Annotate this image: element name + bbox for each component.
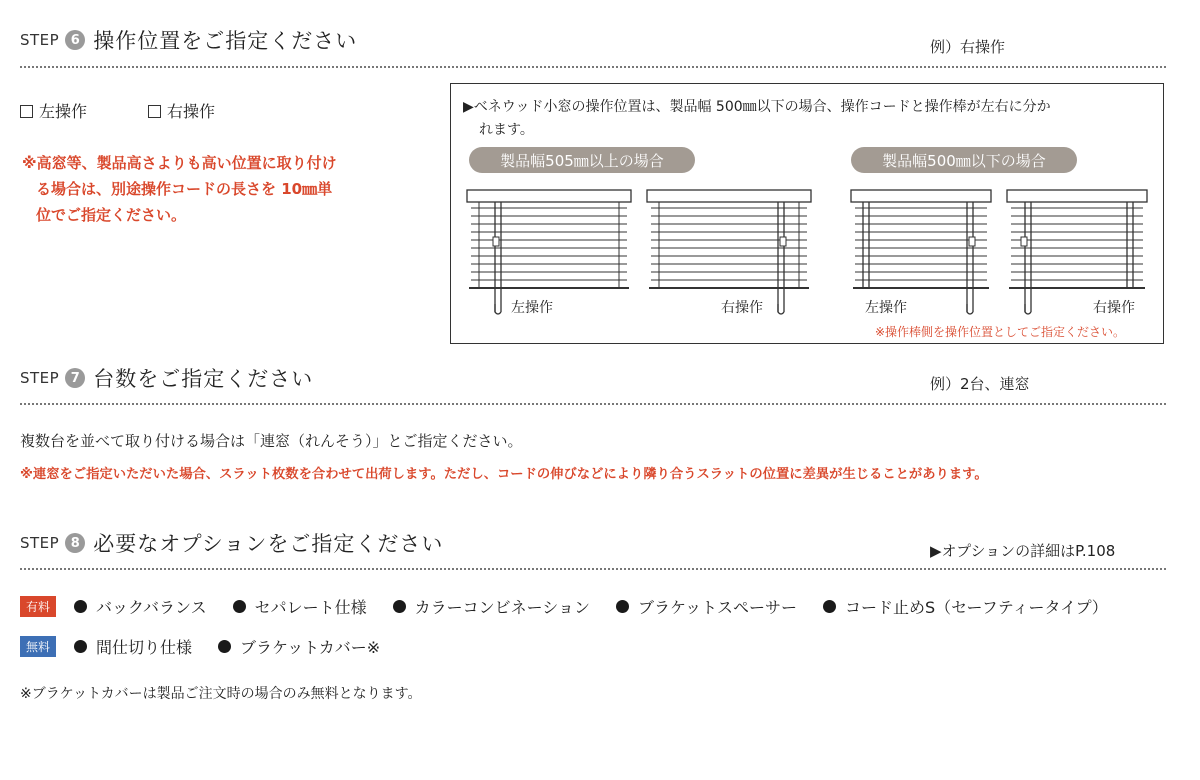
blind-large-left bbox=[467, 190, 631, 314]
step6-note-line2: る場合は、別途操作コードの長さを 10㎜単 bbox=[36, 180, 333, 198]
step6-title: 操作位置をご指定ください bbox=[93, 29, 358, 53]
bullet-icon bbox=[393, 600, 406, 613]
bullet-icon bbox=[218, 640, 231, 653]
option-label: カラーコンビネーション bbox=[414, 598, 590, 617]
paid-badge: 有料 bbox=[20, 596, 56, 617]
bullet-icon bbox=[233, 600, 246, 613]
bullet-icon bbox=[74, 600, 87, 613]
diagram-desc-line2: れます。 bbox=[479, 122, 534, 138]
step8-title: 必要なオプションをご指定ください bbox=[93, 532, 444, 556]
step7-word: STEP bbox=[20, 369, 60, 387]
blind-small-right bbox=[1007, 190, 1147, 314]
pill-small-width: 製品幅500㎜以下の場合 bbox=[851, 147, 1077, 173]
blind-small-left bbox=[851, 190, 991, 314]
step7-divider bbox=[20, 403, 1166, 405]
option-bracket-spacer[interactable] bbox=[616, 595, 797, 618]
checkbox-left-icon[interactable] bbox=[20, 105, 33, 118]
option-back-balance[interactable] bbox=[74, 595, 207, 618]
choice-right-label: 右操作 bbox=[167, 102, 216, 121]
option-label: コード止めS（セーフティータイプ） bbox=[845, 598, 1108, 617]
operation-position-diagram bbox=[450, 83, 1164, 344]
blind-large-left-label: 左操作 bbox=[511, 300, 553, 316]
bullet-icon bbox=[74, 640, 87, 653]
step7-example: 例）2台、連窓 bbox=[930, 375, 1030, 393]
paid-options-row bbox=[20, 595, 1134, 618]
step8-divider bbox=[20, 568, 1166, 570]
blind-small-right-label: 右操作 bbox=[1093, 300, 1135, 316]
choice-left[interactable] bbox=[20, 99, 87, 122]
step8-word: STEP bbox=[20, 534, 60, 552]
choice-left-label: 左操作 bbox=[39, 102, 88, 121]
option-color-combination[interactable] bbox=[393, 595, 590, 618]
step8-number-badge: 8 bbox=[65, 533, 85, 553]
step7-number-badge: 7 bbox=[65, 368, 85, 388]
step7-header bbox=[20, 363, 313, 393]
free-badge: 無料 bbox=[20, 636, 56, 657]
blind-illustrations bbox=[451, 84, 1165, 345]
diagram-footnote: ※操作棒側を操作位置としてご指定ください。 bbox=[875, 325, 1126, 339]
option-label: 間仕切り仕様 bbox=[96, 638, 193, 657]
blind-large-right-label: 右操作 bbox=[721, 300, 763, 316]
step6-example: 例）右操作 bbox=[930, 38, 1006, 56]
bullet-icon bbox=[823, 600, 836, 613]
pill-large-width: 製品幅505㎜以上の場合 bbox=[469, 147, 695, 173]
option-bracket-cover[interactable] bbox=[218, 635, 380, 658]
step6-header bbox=[20, 25, 357, 55]
step8-footnote: ※ブラケットカバーは製品ご注文時の場合のみ無料となります。 bbox=[20, 686, 422, 702]
checkbox-right-icon[interactable] bbox=[148, 105, 161, 118]
step7-title: 台数をご指定ください bbox=[93, 367, 314, 391]
diagram-desc-line1: ▶ベネウッド小窓の操作位置は、製品幅 500㎜以下の場合、操作コードと操作棒が左右に分か bbox=[463, 99, 1051, 115]
options-detail-link[interactable]: ▶オプションの詳細はP.108 bbox=[930, 542, 1116, 560]
choice-right[interactable] bbox=[148, 99, 215, 122]
option-label: ブラケットカバー※ bbox=[240, 638, 381, 657]
step6-note-line3: 位でご指定ください。 bbox=[36, 206, 187, 224]
option-label: セパレート仕様 bbox=[254, 598, 367, 617]
option-separate[interactable] bbox=[233, 595, 367, 618]
blind-large-right bbox=[647, 190, 811, 314]
step6-number-badge: 6 bbox=[65, 30, 85, 50]
option-label: バックバランス bbox=[96, 598, 207, 617]
option-partition[interactable] bbox=[74, 635, 192, 658]
bullet-icon bbox=[616, 600, 629, 613]
option-label: ブラケットスペーサー bbox=[637, 598, 798, 617]
step7-description: 複数台を並べて取り付ける場合は「連窓（れんそう）」とご指定ください。 bbox=[20, 432, 523, 450]
step8-header bbox=[20, 528, 443, 558]
option-cord-stopper[interactable] bbox=[823, 595, 1108, 618]
step7-note: ※連窓をご指定いただいた場合、スラット枚数を合わせて出荷します。ただし、コードの伸びなどにより隣り合うスラットの位置に差異が生じることがあります。 bbox=[20, 467, 988, 482]
blind-small-left-label: 左操作 bbox=[865, 300, 907, 316]
free-options-row bbox=[20, 635, 406, 658]
step6-note-line1: ※高窓等、製品高さよりも高い位置に取り付け bbox=[22, 154, 337, 172]
step6-note bbox=[22, 150, 337, 228]
step6-divider bbox=[20, 66, 1166, 68]
step6-word: STEP bbox=[20, 31, 60, 49]
